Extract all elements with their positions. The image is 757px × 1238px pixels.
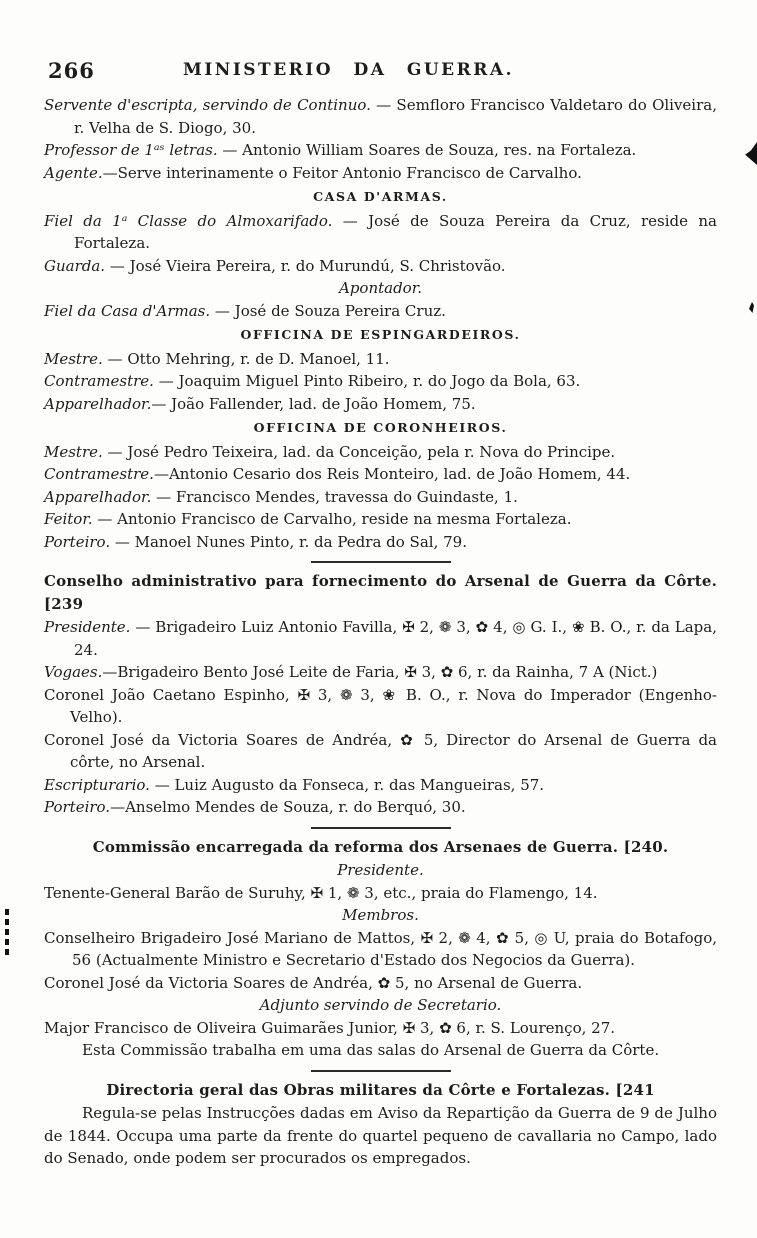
entry-text: Commissão encarregada da reforma dos Arsenaes de Guerra. [240. <box>92 837 669 856</box>
entry-text: Conselho administrativo para fornecimento do Arsenal de Guerra da Côrte. [239 <box>44 572 717 613</box>
entry-text: Coronel José da Victoria Soares de Andréa, ✿ 5, no Arsenal de Guerra. <box>44 973 583 992</box>
subheading-italic <box>44 277 717 300</box>
directory-entry <box>44 162 717 185</box>
entry-text: — Joaquim Miguel Pinto Ribeiro, r. do Jogo da Bola, 63. <box>153 372 581 390</box>
role-label: Guarda. <box>44 256 106 275</box>
entry-text: — Manoel Nunes Pinto, r. da Pedra do Sal, 79. <box>110 532 467 551</box>
directory-entry <box>44 531 717 554</box>
role-label: Porteiro. <box>44 798 111 816</box>
section-divider <box>311 1070 451 1072</box>
subheading-italic <box>44 859 717 882</box>
entry-text: — Antonio Francisco de Carvalho, reside na mesma Fortaleza. <box>92 510 572 528</box>
entry-text: — Francisco Mendes, travessa do Guindaste, 1. <box>151 487 518 506</box>
directory-entry <box>44 348 717 371</box>
directory-entry <box>44 393 717 416</box>
directory-subentry <box>44 729 717 774</box>
directory-entry <box>44 94 717 139</box>
entry-text: —Serve interinamente o Feitor Antonio Francisco de Carvalho. <box>102 163 582 182</box>
directory-entry <box>44 139 717 162</box>
role-label: Fiel da Casa d'Armas. <box>44 301 211 320</box>
role-label: Porteiro. <box>44 532 111 551</box>
entry-text: — Otto Mehring, r. de D. Manoel, 11. <box>102 349 390 368</box>
section-heading <box>44 570 717 615</box>
role-label: Escripturario. <box>44 775 150 794</box>
entry-text: Conselheiro Brigadeiro José Mariano de Mattos, ✠ 2, ❁ 4, ✿ 5, ◎ U, praia do Botafogo, 56 (Actualmente Ministro e Secretario d'Estado dos Negocios da Guerra). <box>44 928 717 969</box>
entry-text: —Antonio Cesario dos Reis Monteiro, lad. de João Homem, 44. <box>153 465 631 483</box>
committee-entry <box>44 927 717 972</box>
committee-entry <box>44 972 717 995</box>
role-label: Contramestre. <box>44 372 154 390</box>
committee-entry <box>44 1017 717 1040</box>
directory-entry <box>44 486 717 509</box>
entry-text: — Semfloro Francisco Valdetaro do Oliveira, r. Velha de S. Diogo, 30. <box>74 96 717 137</box>
role-label: Vogaes. <box>44 663 103 681</box>
body-paragraph <box>44 1102 717 1170</box>
page-title: MINISTERIO DA GUERRA. <box>183 60 514 80</box>
role-label: Agente. <box>44 163 103 182</box>
role-label: Feitor. <box>44 510 93 528</box>
role-label: Contramestre. <box>44 465 154 483</box>
directory-entry <box>44 774 717 797</box>
entry-text: Esta Commissão trabalha em uma das salas do Arsenal de Guerra da Côrte. <box>82 1041 660 1059</box>
entry-text: Tenente-General Barão de Suruhy, ✠ 1, ❁ 3, etc., praia do Flamengo, 14. <box>44 883 598 902</box>
entry-text: —Anselmo Mendes de Souza, r. do Berquó, 30. <box>110 798 466 816</box>
entry-text: — José de Souza Pereira Cruz. <box>210 301 446 320</box>
entry-text: — João Fallender, lad. de João Homem, 75. <box>151 394 476 413</box>
subsection-heading <box>44 417 717 440</box>
directory-entry <box>44 616 717 661</box>
entry-text: — José de Souza Pereira da Cruz, reside na Fortaleza. <box>74 211 717 252</box>
entry-text: Apontador. <box>338 279 423 297</box>
directory-entry <box>44 463 717 486</box>
role-label: Professor de 1ᵃˢ letras. <box>44 141 218 159</box>
entry-text: — José Pedro Teixeira, lad. da Conceição, pela r. Nova do Principe. <box>102 442 616 461</box>
entry-text: —Brigadeiro Bento José Leite de Faria, ✠ 3, ✿ 6, r. da Rainha, 7 A (Nict.) <box>102 663 658 681</box>
entry-text: CASA D'ARMAS. <box>313 189 448 204</box>
directory-entry <box>44 210 717 255</box>
entry-text: Membros. <box>342 906 419 924</box>
entry-text: — José Vieira Pereira, r. do Murundú, S. Christovão. <box>105 256 506 275</box>
entry-text: Adjunto servindo de Secretario. <box>259 996 502 1014</box>
body-line <box>44 1039 717 1062</box>
role-label: Fiel da 1ᵃ Classe do Almoxarifado. <box>44 211 333 230</box>
committee-entry <box>44 882 717 905</box>
role-label: Apparelhador. <box>44 394 152 413</box>
entry-text: Presidente. <box>337 861 424 879</box>
directory-entry <box>44 255 717 278</box>
section-heading <box>44 836 717 859</box>
directory-subentry <box>44 684 717 729</box>
entry-text: — Luiz Augusto da Fonseca, r. das Mangueiras, 57. <box>149 775 545 794</box>
entry-text: Major Francisco de Oliveira Guimarães Junior, ✠ 3, ✿ 6, r. S. Lourenço, 27. <box>44 1018 616 1037</box>
entry-text: OFFICINA DE ESPINGARDEIROS. <box>240 327 521 342</box>
role-label: Apparelhador. <box>44 487 152 506</box>
entry-text: Coronel João Caetano Espinho, ✠ 3, ❁ 3, ❀ B. O., r. Nova do Imperador (Engenho-Velho). <box>44 685 717 726</box>
subsection-heading <box>44 324 717 347</box>
section-heading <box>44 1079 717 1102</box>
page-number: 266 <box>48 58 95 83</box>
entry-text: Regula-se pelas Instrucções dadas em Aviso da Repartição da Guerra de 9 de Julho de 1844. Occupa uma parte da frente do quartel pequeno de cavallaria no Campo, lado do Senado, onde podem ser procurados os empregados. <box>44 1104 717 1167</box>
page-header <box>0 56 757 90</box>
directory-entry <box>44 796 717 819</box>
subsection-heading <box>44 186 717 209</box>
entry-text: Directoria geral das Obras militares da Côrte e Fortalezas. [241 <box>106 1080 655 1099</box>
role-label: Mestre. <box>44 349 103 368</box>
directory-entry <box>44 661 717 684</box>
directory-entry <box>44 300 717 323</box>
directory-entry <box>44 441 717 464</box>
directory-entry <box>44 508 717 531</box>
entry-text: — Brigadeiro Luiz Antonio Favilla, ✠ 2, ❁ 3, ✿ 4, ◎ G. I., ❀ B. O., r. da Lapa, 24. <box>74 618 717 659</box>
entry-text: — Antonio William Soares de Souza, res. na Fortaleza. <box>217 141 637 159</box>
role-label: Presidente. <box>44 618 131 636</box>
subheading-italic <box>44 994 717 1017</box>
section-divider <box>311 561 451 563</box>
role-label: Mestre. <box>44 442 103 461</box>
entry-text: OFFICINA DE CORONHEIROS. <box>253 420 508 435</box>
entry-text: Coronel José da Victoria Soares de Andréa, ✿ 5, Director do Arsenal de Guerra da côrte, no Arsenal. <box>44 730 717 771</box>
scanned-page <box>0 56 757 1238</box>
scan-artifact-left-edge <box>5 909 9 957</box>
directory-entry <box>44 370 717 393</box>
document-body <box>0 90 757 1170</box>
role-label: Servente d'escripta, servindo de Continuo. <box>44 96 371 114</box>
subheading-italic <box>44 904 717 927</box>
section-divider <box>311 827 451 829</box>
